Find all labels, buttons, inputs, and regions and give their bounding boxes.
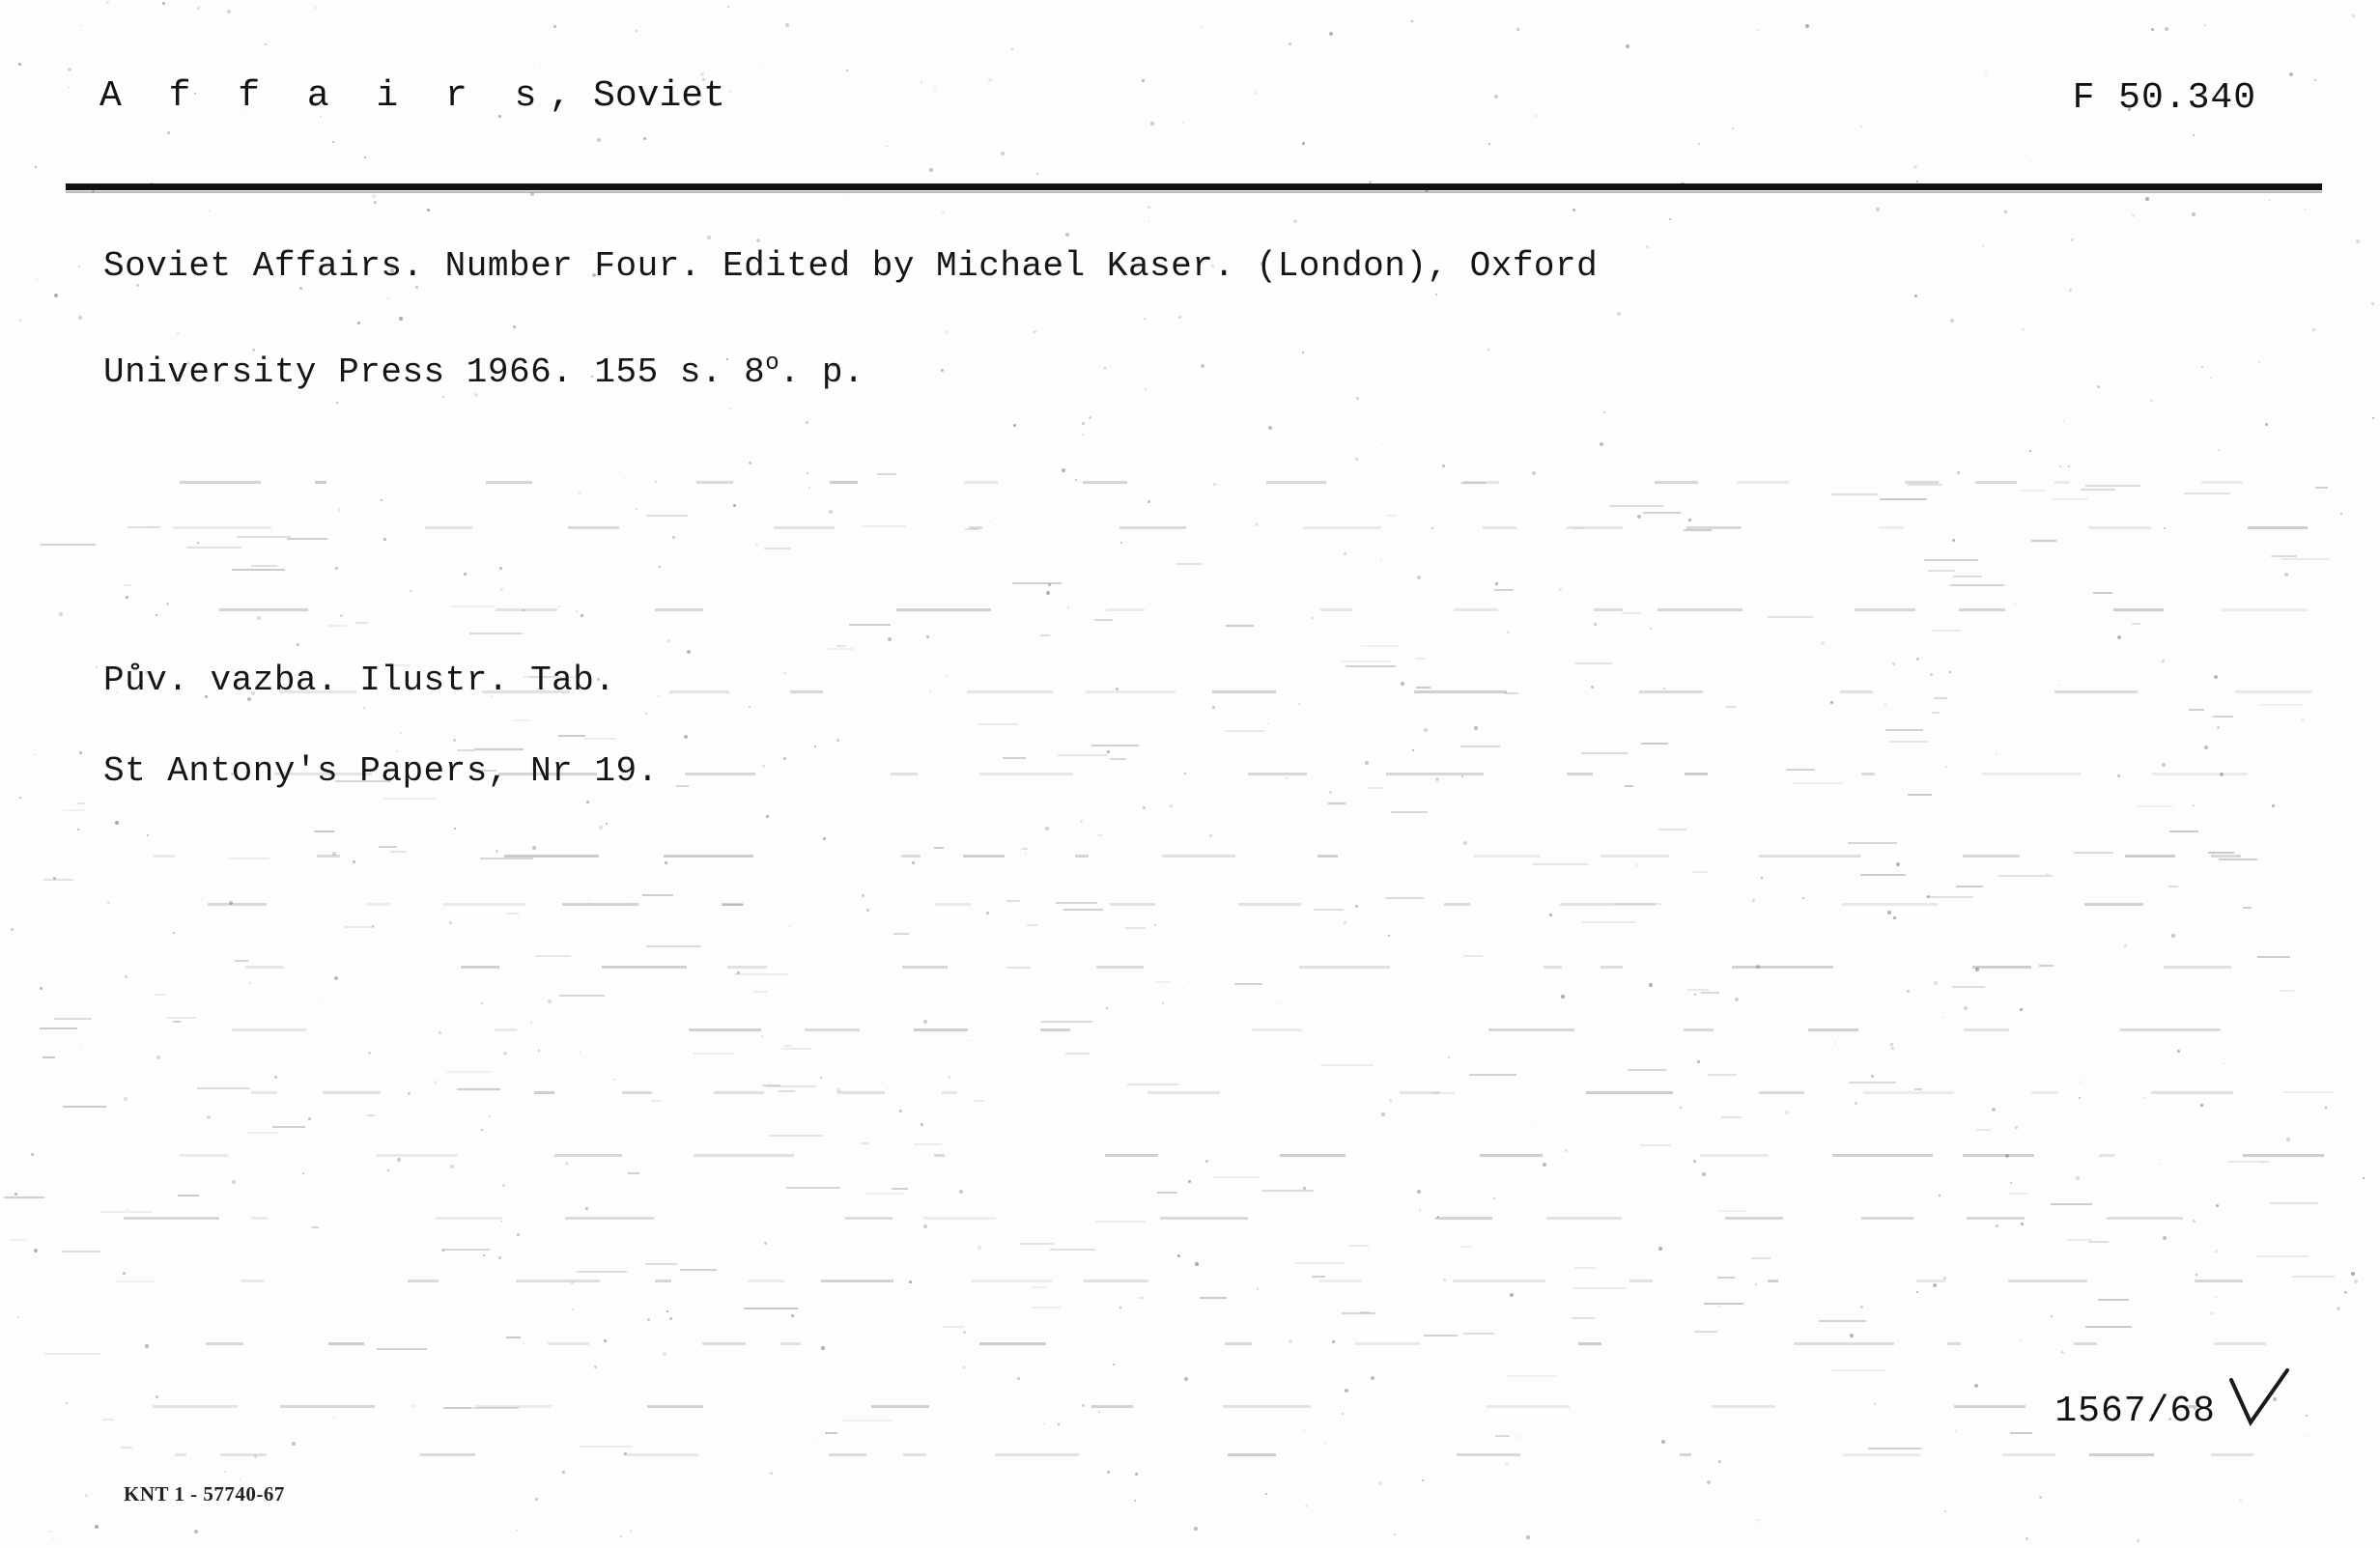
- subject-heading-rest: , Soviet: [549, 75, 725, 117]
- title-line-2-post: . p.: [779, 352, 865, 392]
- check-mark-icon: [2225, 1366, 2293, 1434]
- note-line-series: St Antony's Papers, Nr 19.: [103, 751, 659, 791]
- footer-print-code: KNT 1 - 57740-67: [124, 1482, 285, 1506]
- title-line-2-superscript: o: [765, 351, 779, 377]
- note-line-binding: Pův. vazba. Ilustr. Tab.: [103, 661, 616, 700]
- call-number: F 50.340: [2072, 77, 2256, 119]
- subject-heading: [99, 75, 725, 117]
- title-line-1: Soviet Affairs. Number Four. Edited by Michael Kaser. (London), Oxford: [103, 246, 1599, 286]
- title-line-2-pre: University Press 1966. 155 s. 8: [103, 352, 766, 392]
- header-rule: [66, 183, 2322, 190]
- subject-heading-main: A f f a i r s: [99, 75, 550, 117]
- card-header: [0, 75, 2380, 133]
- title-line-2: [103, 351, 864, 392]
- accession-number: 1567/68: [2054, 1391, 2216, 1432]
